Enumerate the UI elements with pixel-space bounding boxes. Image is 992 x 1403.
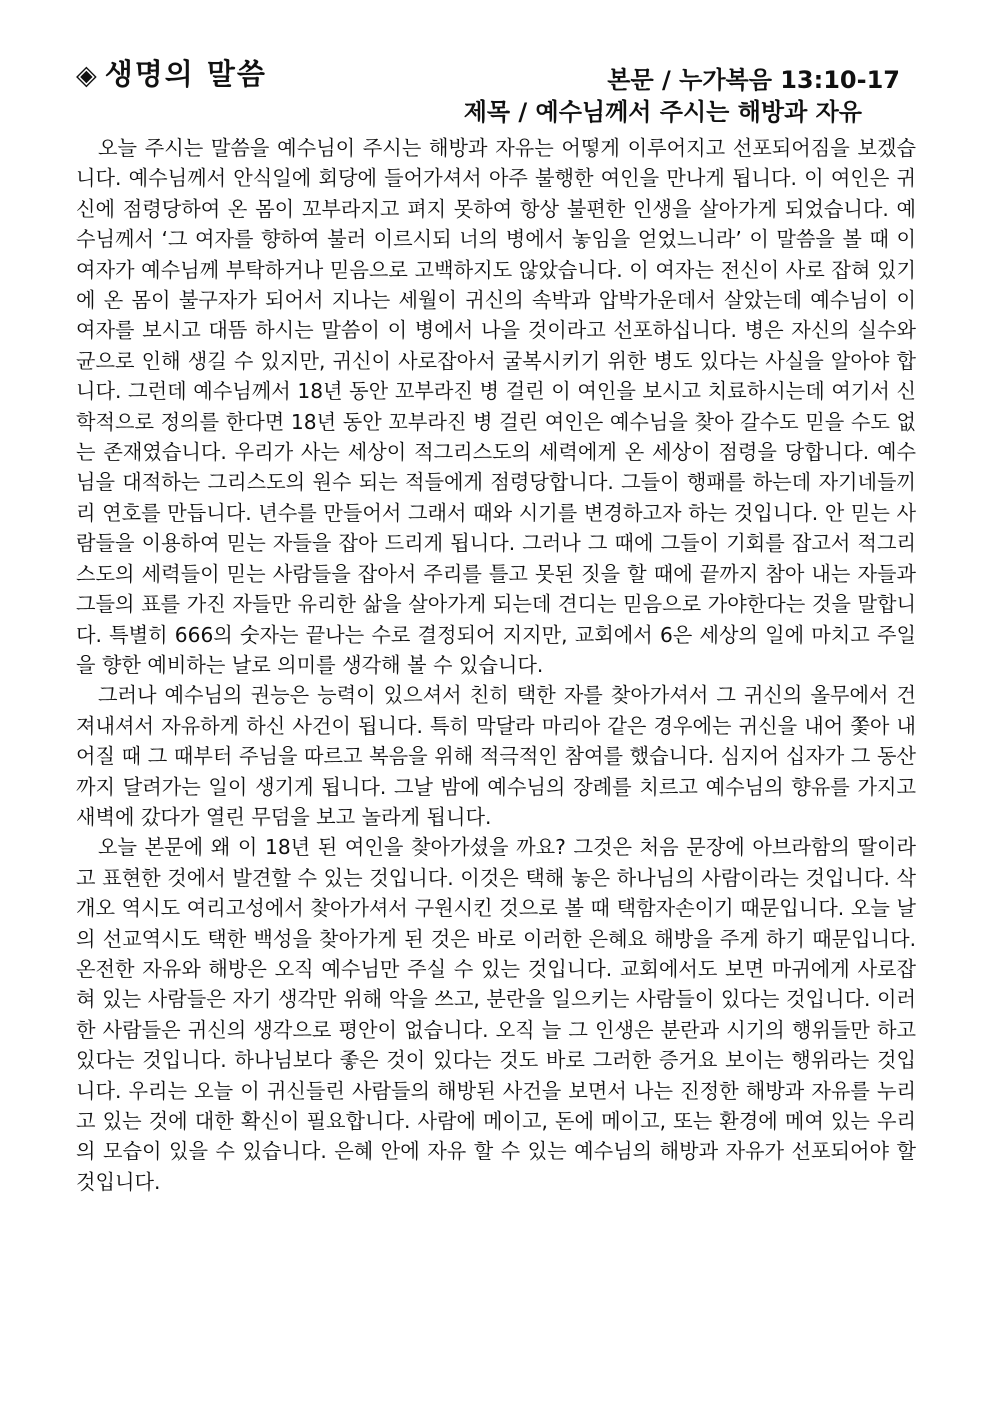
section-title xyxy=(76,52,267,93)
paragraph-2: 그러나 예수님의 권능은 능력이 있으셔서 친히 택한 자를 찾아가셔서 그 귀신의 올무에서 건져내셔서 자유하게 하신 사건이 됩니다. 특히 막달라 마리아 같은 경우에는 귀신을 내어 쫓아 내어질 때 그 때부터 주님을 따르고 복음을 위해 적극적인 참여를 했습니다. 심지어 십자가 그 동산까지 달려가는 일이 생기게 됩니다. 그날 밤에 예수님의 장례를 치르고 예수님의 향유를 가지고 새벽에 갔다가 열린 무덤을 보고 놀라게 됩니다. xyxy=(76,683,916,829)
paragraph-1: 오늘 주시는 말씀을 예수님이 주시는 해방과 자유는 어떻게 이루어지고 선포되어짐을 보겠습니다. 예수님께서 안식일에 회당에 들어가셔서 아주 불행한 여인을 만나게 됩니다. 이 여인은 귀신에 점령당하여 온 몸이 꼬부라지고 펴지 못하여 항상 불편한 인생을 살아가게 되었습니다. 예수님께서 ‘그 여자를 향하여 불러 이르시되 너의 병에서 놓임을 얻었느니라’ 이 말씀을 볼 때 이 여자가 예수님께 부탁하거나 믿음으로 고백하지도 않았습니다. 이 여자는 전신이 사로 잡혀 있기에 온 몸이 불구자가 되어서 지나는 세월이 귀신의 속박과 압박가운데서 살았는데 예수님이 이 여자를 보시고 대뜸 하시는 말씀이 이 병에서 나을 것이라고 선포하십니다. 병은 자신의 실수와 균으로 인해 생길 수 있지만, 귀신이 사로잡아서 굴복시키기 위한 병도 있다는 사실을 알아야 합니다. 그런데 예수님께서 18년 동안 꼬부라진 병 걸린 이 여인을 보시고 치료하시는데 여기서 신학적으로 정의를 한다면 18년 동안 꼬부라진 병 걸린 여인은 예수님을 찾아 갈수도 믿을 수도 없는 존재였습니다. 우리가 사는 세상이 적그리스도의 세력에게 온 세상이 점령을 당합니다. 예수님을 대적하는 그리스도의 원수 되는 적들에게 점령당합니다. 그들이 행패를 하는데 자기네들끼리 연호를 만듭니다. 년수를 만들어서 그래서 때와 시기를 변경하고자 하는 것입니다. 안 믿는 사람들을 이용하여 믿는 자들을 잡아 드리게 됩니다. 그러나 그 때에 그들이 기회를 잡고서 적그리스도의 세력들이 믿는 사람들을 잡아서 주리를 틀고 못된 짓을 할 때에 끝까지 참아 내는 자들과 그들의 표를 가진 자들만 유리한 삶을 살아가게 되는데 견디는 믿음으로 가야한다는 것을 말합니다. 특별히 666의 숫자는 끝나는 수로 결정되어 지지만, 교회에서 6은 세상의 일에 마치고 주일을 향한 예비하는 날로 의미를 생각해 볼 수 있습니다. xyxy=(76,136,916,677)
diamond-bullet-icon: ◈ xyxy=(76,60,99,91)
sermon-body xyxy=(76,133,916,1197)
section-title-text: 생명의 말씀 xyxy=(104,57,267,91)
paragraph-3: 오늘 본문에 왜 이 18년 된 여인을 찾아가셨을 까요? 그것은 처음 문장에 아브라함의 딸이라고 표현한 것에서 발견할 수 있는 것입니다. 이것은 택해 놓은 하나님의 사람이라는 것입니다. 삭개오 역시도 여리고성에서 찾아가셔서 구원시킨 것으로 볼 때 택함자손이기 때문입니다. 오늘 날의 선교역시도 택한 백성을 찾아가게 된 것은 바로 이러한 은혜요 해방을 주게 하기 때문입니다. 온전한 자유와 해방은 오직 예수님만 주실 수 있는 것입니다. 교회에서도 보면 마귀에게 사로잡혀 있는 사람들은 자기 생각만 위해 악을 쓰고, 분란을 일으키는 사람들이 있다는 것입니다. 이러한 사람들은 귀신의 생각으로 평안이 없습니다. 오직 늘 그 인생은 분란과 시기의 행위들만 하고 있다는 것입니다. 하나님보다 좋은 것이 있다는 것도 바로 그러한 증거요 보이는 행위라는 것입니다. 우리는 오늘 이 귀신들린 사람들의 해방된 사건을 보면서 나는 진정한 해방과 자유를 누리고 있는 것에 대한 확신이 필요합니다. 사람에 메이고, 돈에 메이고, 또는 환경에 메여 있는 우리의 모습이 있을 수 있습니다. 은혜 안에 자유 할 수 있는 예수님의 해방과 자유가 선포되어야 할 것입니다. xyxy=(76,835,916,1194)
sermon-title: 제목 / 예수님께서 주시는 해방과 자유 xyxy=(463,98,862,126)
scripture-reference: 본문 / 누가복음 13:10-17 xyxy=(607,66,900,94)
